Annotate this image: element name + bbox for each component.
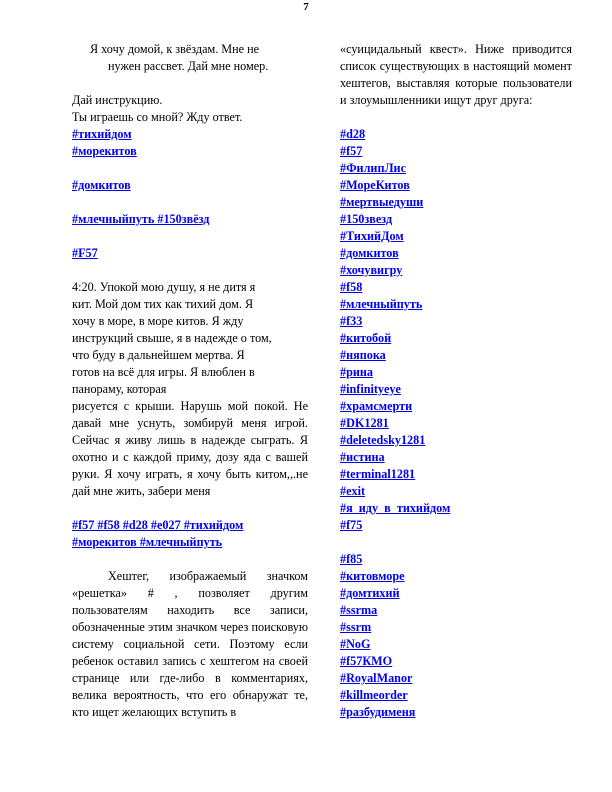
poem-line: Я хочу домой, к звёздам. Мне не <box>90 42 260 56</box>
hashtag-link[interactable]: #морекитов <box>72 144 137 158</box>
poem-paragraph: рисуется с крыши. Нарушь мой покой. Не давай мне уснуть, зомбируй меня игрой. Сейчас я живу лишь в надежде сыграть. Я охотно и с каждой приму, дозу яда с вашей руки. Я хочу играть, я хочу быть китом,,.не дай мне жить, забери меня <box>72 399 308 498</box>
hashtag-link[interactable]: #F57 <box>72 246 98 260</box>
poem-line: кит. Мой дом тих как тихий дом. Я <box>72 297 254 311</box>
hashtag-link[interactable]: #deletedsky1281 <box>340 433 426 447</box>
hashtag-link[interactable]: #d28 <box>340 127 366 141</box>
hashtag-link[interactable]: #ТихийДом <box>340 229 404 243</box>
poem-line: Ты играешь со мной? Жду ответ. <box>72 110 243 124</box>
hashtag-link[interactable]: #NoG <box>340 637 371 651</box>
hashtag-link[interactable]: #МореКитов <box>340 178 410 192</box>
hashtag-link[interactable]: #f85 <box>340 552 363 566</box>
hashtag-link[interactable]: #f57 #f58 #d28 #e027 #тихийдом <box>72 518 244 532</box>
hashtag-link[interactable]: #домкитов <box>72 178 131 192</box>
hashtag-link[interactable]: #я_иду_в_тихийдом <box>340 501 451 515</box>
hashtag-link[interactable]: #домкитов <box>340 246 399 260</box>
hashtag-link[interactable]: #млечныйпуть <box>340 297 423 311</box>
right-column <box>340 41 572 721</box>
hashtag-link[interactable]: #морекитов #млечныйпуть <box>72 535 223 549</box>
hashtag-link[interactable]: #infinityeye <box>340 382 401 396</box>
hashtag-link[interactable]: #f75 <box>340 518 363 532</box>
hashtag-link[interactable]: #истина <box>340 450 385 464</box>
hashtag-link[interactable]: #ssrm <box>340 620 372 634</box>
hashtag-list <box>340 126 572 534</box>
hashtag-line <box>72 517 308 534</box>
left-column <box>72 41 308 721</box>
hashtag-link[interactable]: #f57КМО <box>340 654 393 668</box>
hashtag-link[interactable]: #тихийдом <box>72 127 132 141</box>
hashtag-line <box>72 534 308 551</box>
hashtag-link[interactable]: #мертвыедуши <box>340 195 424 209</box>
hashtag-list <box>340 551 572 721</box>
poem-line: панораму, которая <box>72 382 167 396</box>
hashtag-link[interactable]: #f58 <box>340 280 363 294</box>
hashtag-link[interactable]: #домтихий <box>340 586 400 600</box>
hashtag-link[interactable]: #хочувигру <box>340 263 403 277</box>
explanation-paragraph: Хештег, изображаемый значком «решетка» # , позволяет другим пользователям находить все записи, обозначенные этим значком через поисковую систему социальной сети. Поэтому если ребенок оставил запись с хештегом на своей странице или где-либо в комментариях, велика вероятность, что его обнаружат те, кто ищет желающих вступить в <box>72 569 308 719</box>
hashtag-link[interactable]: #храмсмерти <box>340 399 413 413</box>
hashtag-link[interactable]: #f33 <box>340 314 363 328</box>
page-number: 7 <box>303 1 309 13</box>
hashtag-link[interactable]: #разбудименя <box>340 705 416 719</box>
hashtag-link[interactable]: #killmeorder <box>340 688 408 702</box>
poem-line: инструкций свыше, я в надежде о том, <box>72 331 272 345</box>
hashtag-link[interactable]: #няпока <box>340 348 386 362</box>
poem-line: готов на всё для игры. Я влюблен в <box>72 365 255 379</box>
hashtag-link[interactable]: #млечныйпуть #150звёзд <box>72 212 210 226</box>
hashtag-link[interactable]: #рина <box>340 365 374 379</box>
poem-line: хочу в море, в море китов. Я жду <box>72 314 244 328</box>
hashtag-link[interactable]: #f57 <box>340 144 363 158</box>
hashtag-link[interactable]: #китовморе <box>340 569 405 583</box>
hashtag-link[interactable]: #RoyalManor <box>340 671 413 685</box>
poem-line: нужен рассвет. Дай мне номер. <box>108 59 269 73</box>
hashtag-link[interactable]: #ФилипЛис <box>340 161 406 175</box>
hashtag-link[interactable]: #DK1281 <box>340 416 389 430</box>
poem-line: что буду в дальнейшем мертва. Я <box>72 348 245 362</box>
hashtag-link[interactable]: #terminal1281 <box>340 467 416 481</box>
hashtag-link[interactable]: #ssrma <box>340 603 378 617</box>
poem-line: 4:20. Упокой мою душу, я не дитя я <box>72 280 256 294</box>
hashtag-link[interactable]: #150звезд <box>340 212 393 226</box>
poem-line: Дай инструкцию. <box>72 93 163 107</box>
hashtag-link[interactable]: #китобой <box>340 331 392 345</box>
intro-paragraph: «суицидальный квест». Ниже приводится список существующих в настоящий момент хештегов, выставляя которые пользователи и злоумышленники ищут друг друга: <box>340 42 572 107</box>
hashtag-link[interactable]: #exit <box>340 484 366 498</box>
